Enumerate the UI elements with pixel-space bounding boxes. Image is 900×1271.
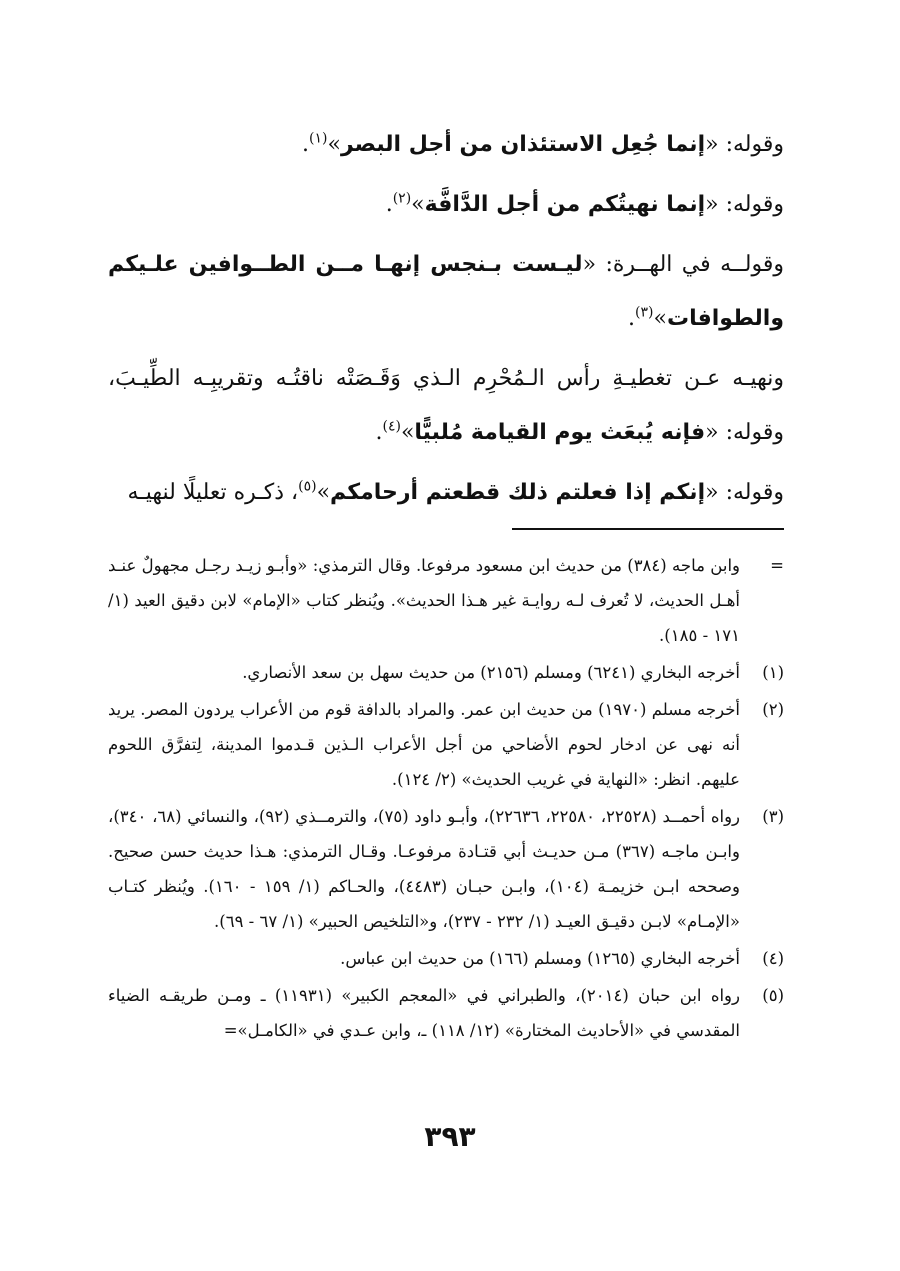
paragraph-5 bbox=[108, 466, 784, 520]
p5-end: ، ذكـره تعليلًا لنهيـه bbox=[127, 480, 299, 505]
footnote-text: أخرجه البخاري (١٢٦٥) ومسلم (١٦٦) من حديث ابن عباس. bbox=[340, 949, 740, 968]
footnote-ref-5[interactable]: (٥) bbox=[298, 478, 317, 495]
footnote-number: (٣) bbox=[762, 807, 784, 826]
paragraph-3 bbox=[108, 238, 784, 346]
p2-end: . bbox=[385, 192, 393, 217]
footnote-text: أخرجه مسلم (١٩٧٠) من حديث ابن عمر. والمراد بالدافة قوم من الأعراب يردون المصر. يريد أنه نهى عن ادخار لحوم الأضاحي من أجل الأعراب الـذين قـدموا المدينة، لِتفرَّق اللحوم عليهم. انظر: «النهاية في غريب الحديث» (٢/ ١٢٤). bbox=[108, 700, 740, 789]
p4-end: . bbox=[375, 420, 383, 445]
p1-end: . bbox=[302, 132, 310, 157]
p4-quote: فإنه يُبعَث يوم القيامة مُلبيًّا bbox=[414, 420, 706, 445]
p5-quote: إنكم إذا فعلتم ذلك قطعتم أرحامكم bbox=[330, 480, 706, 505]
footnote-text: رواه ابن حبان (٢٠١٤)، والطبراني في «المعجم الكبير» (١١٩٣١) ـ ومـن طريقـه الضياء المقدسي في «الأحاديث المختارة» (١٢/ ١١٨) ـ، وابن عـدي في «الكامـل»= bbox=[108, 986, 740, 1040]
p5-lead: وقوله: « bbox=[705, 480, 784, 505]
paragraph-4 bbox=[108, 352, 784, 460]
p3-lead: وقولــه في الهــرة: « bbox=[582, 252, 784, 277]
p2-quote: إنما نهيتُكم من أجل الدَّافَّة bbox=[424, 192, 706, 217]
p3-quote: ليـست بـنجس إنهـا مــن الطــوافين علـيكم والطوافات bbox=[108, 252, 784, 331]
footnotes bbox=[108, 548, 784, 1050]
p3-end: . bbox=[628, 306, 636, 331]
footnote-4 bbox=[108, 941, 784, 976]
p2-lead: وقوله: « bbox=[705, 192, 784, 217]
continuation-mark: = bbox=[770, 556, 784, 575]
footnote-ref-4[interactable]: (٤) bbox=[382, 418, 401, 435]
footnote-number: (١) bbox=[762, 663, 784, 682]
footnote-divider bbox=[512, 528, 784, 530]
footnote-number: (٥) bbox=[762, 986, 784, 1005]
footnote-2 bbox=[108, 692, 784, 797]
footnote-ref-3[interactable]: (٣) bbox=[635, 304, 654, 321]
p5-close: » bbox=[316, 480, 331, 505]
paragraph-2 bbox=[108, 178, 784, 232]
footnote-text: أخرجه البخاري (٦٢٤١) ومسلم (٢١٥٦) من حديث سهل بن سعد الأنصاري. bbox=[242, 663, 740, 682]
footnote-5 bbox=[108, 978, 784, 1048]
paragraph-1 bbox=[108, 118, 784, 172]
p1-quote: إنما جُعِل الاستئذان من أجل البصر bbox=[340, 132, 706, 157]
page-number: ٣٩٣ bbox=[424, 1120, 476, 1153]
footnote-ref-2[interactable]: (٢) bbox=[392, 190, 412, 207]
footnote-text: رواه أحمــد (٢٢٥٢٨، ٢٢٥٨٠، ٢٢٦٣٦)، وأبـو داود (٧٥)، والترمــذي (٩٢)، والنسائي (٦٨، ٣٤٠)، وابـن ماجـه (٣٦٧) مـن حديـث أبي قتـادة مرفوعـا. وقـال الترمذي: هـذا حديث حسن صحيح. وصححه ابـن خزيمـة (١٠٤)، وابـن حبـان (٤٤٨٣)، والحـاكم (١/ ١٥٩ - ١٦٠). ويُنظر كتـاب «الإمـام» لابـن دقيـق العيـد (١/ ٢٣٢ - ٢٣٧)، و«التلخيص الحبير» (١/ ٦٧ - ٦٩). bbox=[108, 807, 741, 931]
p1-close: » bbox=[327, 132, 341, 157]
footnote-ref-1[interactable]: (١) bbox=[309, 130, 328, 147]
footnote-text: وابن ماجه (٣٨٤) من حديث ابن مسعود مرفوعا. وقال الترمذي: «وأبـو زيـد رجـل مجهولٌ عنـد أهـل الحديث، لا تُعرف لـه روايـة غير هـذا الحديث». ويُنظر كتاب «الإمام» لابن دقيق العيد (١/ ١٧١ - ١٨٥). bbox=[108, 556, 740, 645]
p2-close: » bbox=[411, 192, 425, 217]
footnote-continuation bbox=[108, 548, 784, 653]
p4-lead: ونهيـه عـن تغطيـةِ رأس الـمُحْرِم الـذي وَقَـصَتْه ناقتُـه وتقريبِـه الطِّيـبَ، وقوله: « bbox=[108, 366, 784, 445]
footnote-number: (٤) bbox=[762, 949, 784, 968]
footnote-3 bbox=[108, 799, 784, 939]
main-text bbox=[108, 118, 784, 526]
footnote-number: (٢) bbox=[762, 700, 784, 719]
p4-close: » bbox=[400, 420, 415, 445]
p3-close: » bbox=[653, 306, 667, 331]
p1-lead: وقوله: « bbox=[705, 132, 784, 157]
footnote-1 bbox=[108, 655, 784, 690]
